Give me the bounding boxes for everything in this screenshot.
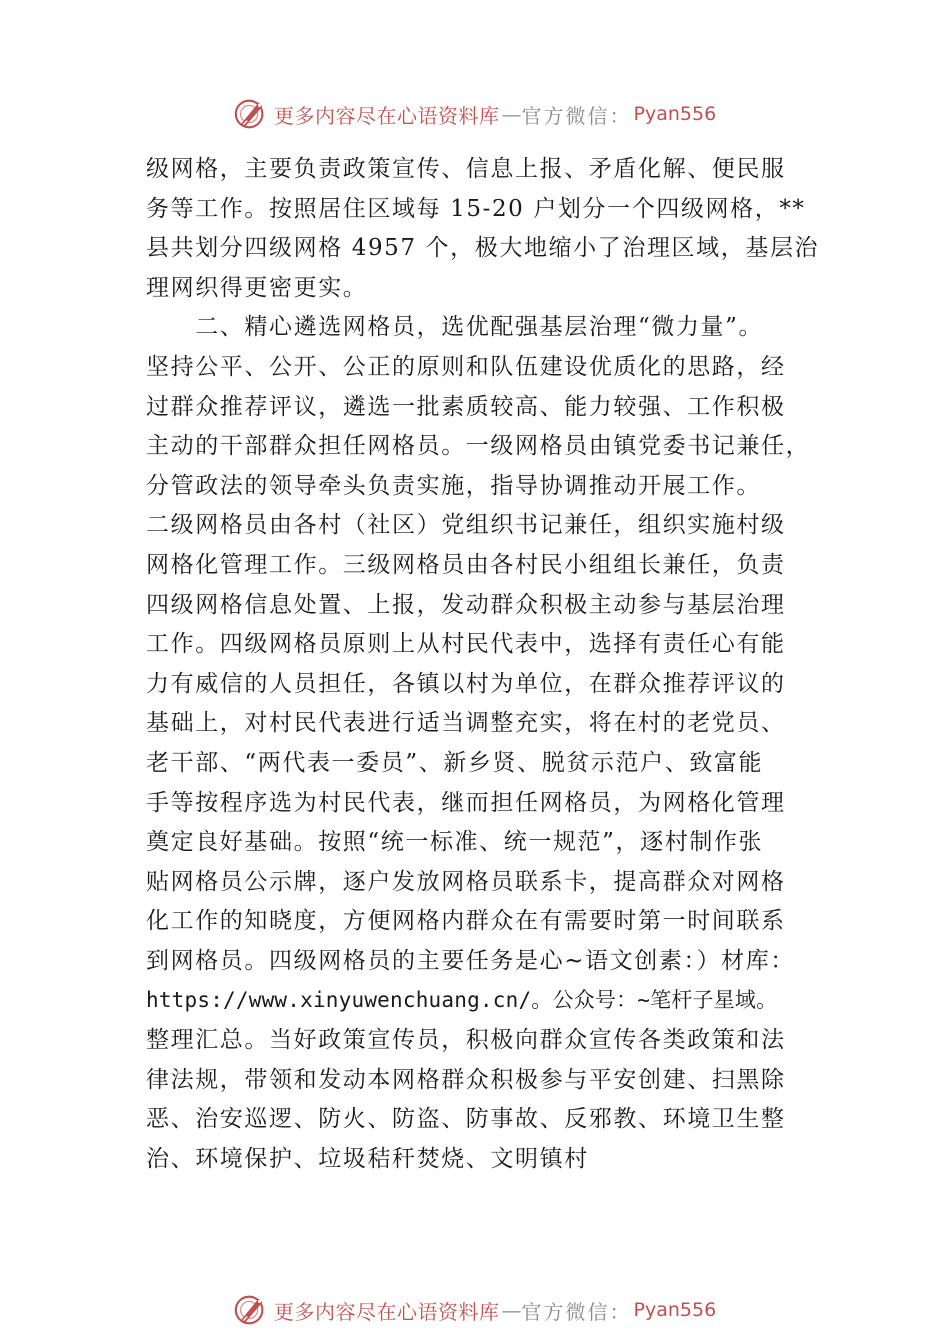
body-line: 基础上，对村民代表进行适当调整充实，将在村的老党员、 xyxy=(146,710,786,737)
body-line: 坚持公平、公开、公正的原则和队伍建设优质化的思路，经 xyxy=(146,353,786,380)
body-line: 主动的干部群众担任网格员。一级网格员由镇党委书记兼任， xyxy=(146,433,811,460)
body-line: 二级网格员由各村（社区）党组织书记兼任，组织实施村级 xyxy=(146,512,786,539)
body-line: 四级网格信息处置、上报，发动群众积极主动参与基层治理 xyxy=(146,591,786,618)
body-line: 网格化管理工作。三级网格员由各村民小组组长兼任，负责 xyxy=(146,551,786,578)
banner-slogan: 更多内容尽在心语资料库 xyxy=(274,1299,500,1324)
body-line: 理网织得更密更实。 xyxy=(146,274,368,301)
body-line: 分管政法的领导牵头负责实施，指导协调推动开展工作。 xyxy=(146,472,761,499)
document-body xyxy=(146,150,822,1179)
banner-wechat-id: Pyan556 xyxy=(633,1299,717,1321)
pen-nib-logo-icon xyxy=(232,95,270,133)
body-line: 力有威信的人员担任，各镇以村为单位，在群众推荐评议的 xyxy=(146,670,786,697)
section-heading-line: 二、精心遴选网格员，选优配强基层治理“微力量”。 xyxy=(146,314,764,341)
body-line: 治、环境保护、垃圾秸秆焚烧、文明镇村 xyxy=(146,1145,589,1172)
banner-slogan: 更多内容尽在心语资料库 xyxy=(274,103,500,128)
body-line: 老干部、“两代表一委员”、新乡贤、脱贫示范户、致富能 xyxy=(146,749,764,776)
body-line: 贴网格员公示牌，逐户发放网格员联系卡，提高群众对网格 xyxy=(146,868,786,895)
body-line: 过群众推荐评议，遴选一批素质较高、能力较强、工作积极 xyxy=(146,393,786,420)
body-line: 县共划分四级网格 4957 个，极大地缩小了治理区域，基层治 xyxy=(146,235,820,262)
footer-banner xyxy=(232,1290,716,1330)
body-line: 工作。四级网格员原则上从村民代表中，选择有责任心有能 xyxy=(146,631,786,658)
body-line: 手等按程序选为村民代表，继而担任网格员，为网格化管理 xyxy=(146,789,786,816)
pen-nib-logo-icon xyxy=(232,1291,270,1329)
body-line: 化工作的知晓度，方便网格内群众在有需要时第一时间联系 xyxy=(146,908,786,935)
body-line: 级网格，主要负责政策宣传、信息上报、矛盾化解、便民服 xyxy=(146,156,786,182)
body-line: 律法规，带领和发动本网格群众积极参与平安创建、扫黑除 xyxy=(146,1066,786,1093)
body-line: 整理汇总。当好政策宣传员，积极向群众宣传各类政策和法 xyxy=(146,1027,786,1054)
body-line: 奠定良好基础。按照“统一标准、统一规范”，逐村制作张 xyxy=(146,829,764,856)
banner-wechat-id: Pyan556 xyxy=(633,103,717,125)
header-banner xyxy=(232,94,716,134)
body-line: 到网格员。四级网格员的主要任务是心~语文创素：）材库： xyxy=(146,947,795,974)
body-line: 务等工作。按照居住区域每 15-20 户划分一个四级网格，** xyxy=(146,195,806,222)
body-line: 恶、治安巡逻、防火、防盗、防事故、反邪教、环境卫生整 xyxy=(146,1106,786,1133)
banner-wechat-label: 官方微信： xyxy=(521,103,632,128)
body-line-url: https://www.xinyuwenchuang.cn/。公众号：~笔杆子星域。 xyxy=(146,988,778,1013)
banner-separator: — xyxy=(501,1298,522,1322)
banner-separator: — xyxy=(501,102,522,126)
banner-wechat-label: 官方微信： xyxy=(521,1299,632,1324)
